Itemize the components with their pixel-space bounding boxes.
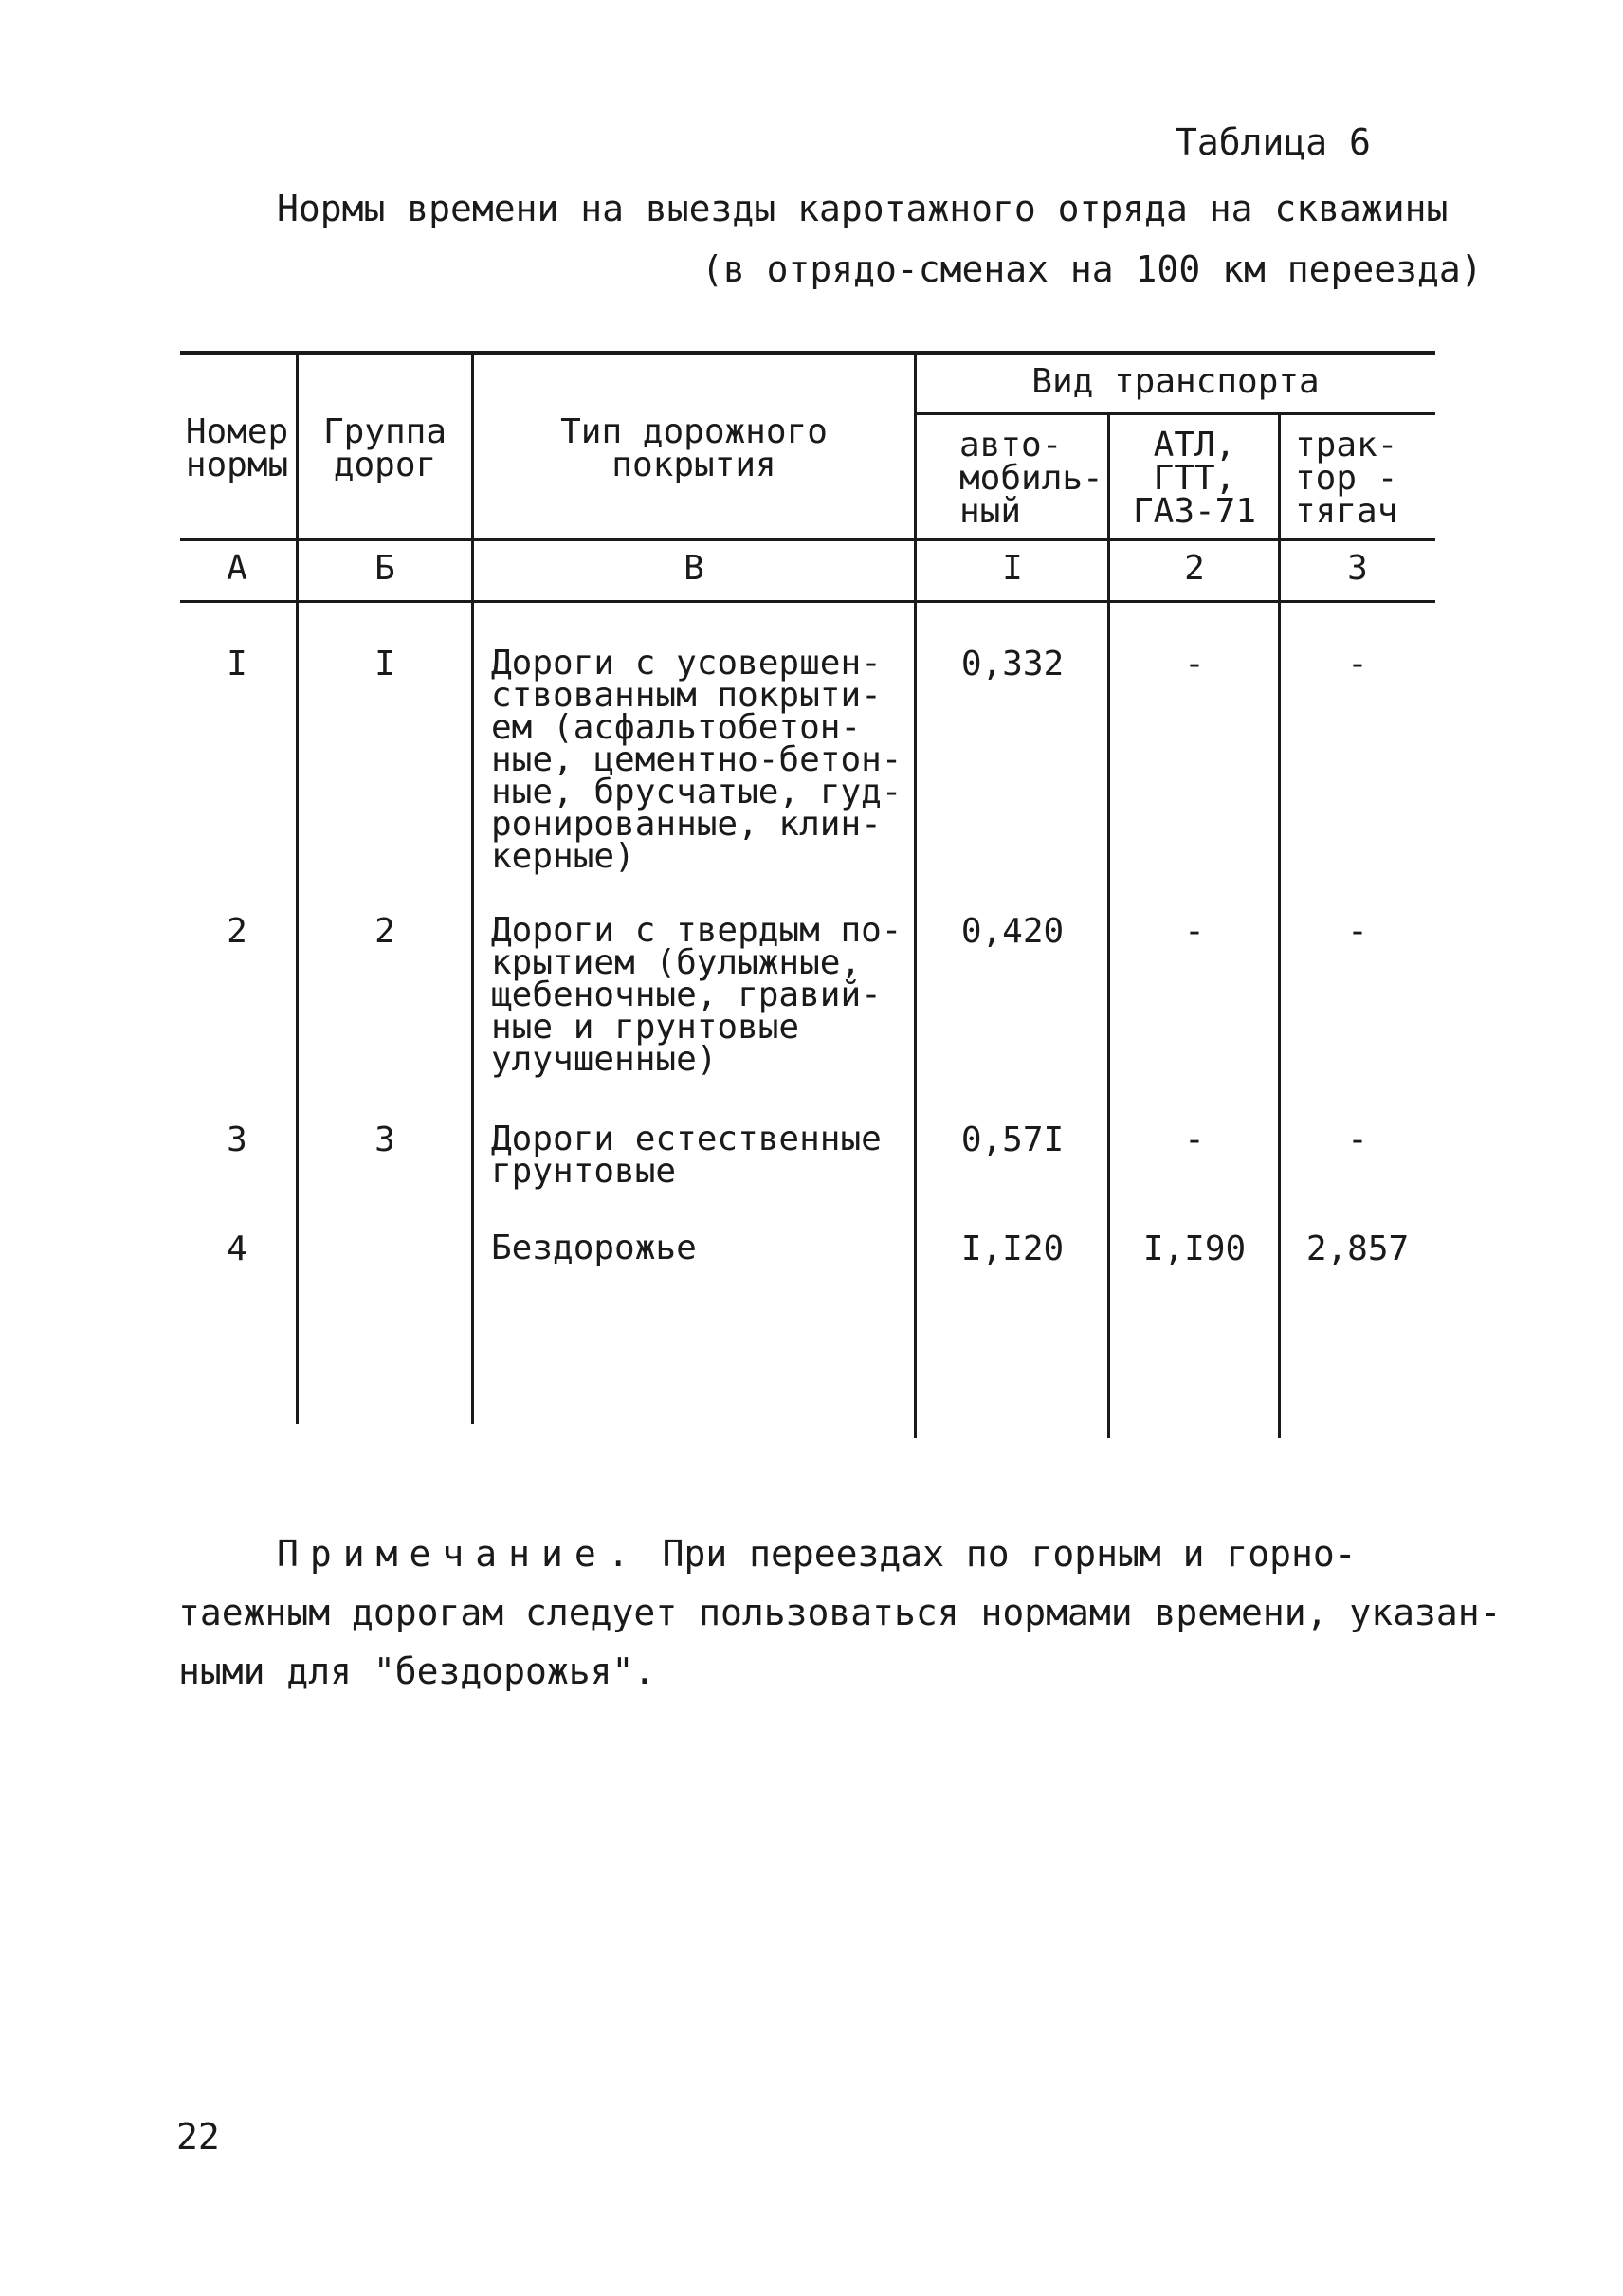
index-cell-b: Б bbox=[374, 549, 395, 588]
row-1-atl: - bbox=[1184, 645, 1205, 683]
column-divider-2 bbox=[471, 353, 474, 1424]
note-label: Примечание. bbox=[277, 1533, 641, 1575]
row-1-description: Дороги с усовершен- ствованным покрыти- ем (асфальтобетон- ные, цементно-бетон- ные, брусчатые, гуд- ронированные, клин- керные) bbox=[491, 644, 903, 876]
row-1-tractor: - bbox=[1347, 645, 1368, 683]
table-subtitle: (в отрядо-сменах на 100 км переезда) bbox=[702, 248, 1483, 290]
row-1-auto: 0,332 bbox=[960, 645, 1065, 683]
row-1-group: I bbox=[374, 645, 395, 683]
header-norm-number: Номер нормы bbox=[185, 412, 289, 484]
row-2-group: 2 bbox=[374, 912, 395, 951]
column-divider-3 bbox=[914, 353, 917, 1438]
row-3-description: Дороги естественные грунтовые bbox=[491, 1120, 882, 1191]
index-cell-1: I bbox=[1002, 549, 1023, 588]
header-surface-type: Тип дорожного покрытия bbox=[560, 412, 828, 484]
row-2-atl: - bbox=[1184, 912, 1205, 951]
transport-subheader-rule bbox=[916, 412, 1435, 415]
note bbox=[178, 1524, 1502, 1701]
row-2-auto: 0,420 bbox=[960, 912, 1065, 951]
index-row-bottom-rule bbox=[180, 600, 1435, 603]
table-title: Нормы времени на выезды каротажного отряда на скважины bbox=[277, 188, 1449, 229]
index-cell-2: 2 bbox=[1184, 549, 1205, 588]
row-4-tractor: 2,857 bbox=[1305, 1230, 1410, 1268]
header-transport-kind: Вид транспорта bbox=[1031, 362, 1320, 401]
row-1-norm: I bbox=[227, 645, 247, 683]
row-2-description: Дороги с твердым по- крытием (булыжные, щебеночные, гравий- ные и грунтовые улучшенные) bbox=[491, 911, 903, 1079]
row-3-group: 3 bbox=[374, 1121, 395, 1159]
page-number: 22 bbox=[176, 2116, 220, 2158]
note-text: При переездах по горным и горно- таежным дорогам следует пользоваться нормами времени, указан- ными для "бездорожья". bbox=[178, 1533, 1502, 1692]
header-tractor: трак- тор - тягач bbox=[1295, 426, 1398, 531]
index-cell-3: 3 bbox=[1347, 549, 1368, 588]
header-atl-gtt: АТЛ, ГТТ, ГАЗ-71 bbox=[1132, 426, 1257, 531]
header-road-group: Группа дорог bbox=[322, 412, 447, 484]
row-2-norm: 2 bbox=[227, 912, 247, 951]
table-top-rule bbox=[180, 351, 1435, 355]
row-4-atl: I,I90 bbox=[1142, 1230, 1247, 1268]
index-cell-v: В bbox=[684, 549, 704, 588]
index-cell-a: А bbox=[227, 549, 247, 588]
row-3-atl: - bbox=[1184, 1121, 1205, 1159]
header-auto: авто- мобиль- ный bbox=[959, 426, 1103, 531]
row-3-norm: 3 bbox=[227, 1121, 247, 1159]
row-4-auto: I,I20 bbox=[960, 1230, 1065, 1268]
row-3-tractor: - bbox=[1347, 1121, 1368, 1159]
row-2-tractor: - bbox=[1347, 912, 1368, 951]
row-3-auto: 0,57I bbox=[960, 1121, 1065, 1159]
row-4-description: Бездорожье bbox=[491, 1229, 697, 1267]
header-bottom-rule bbox=[180, 538, 1435, 541]
row-4-norm: 4 bbox=[227, 1230, 247, 1268]
table-caption: Таблица 6 bbox=[1176, 121, 1371, 163]
